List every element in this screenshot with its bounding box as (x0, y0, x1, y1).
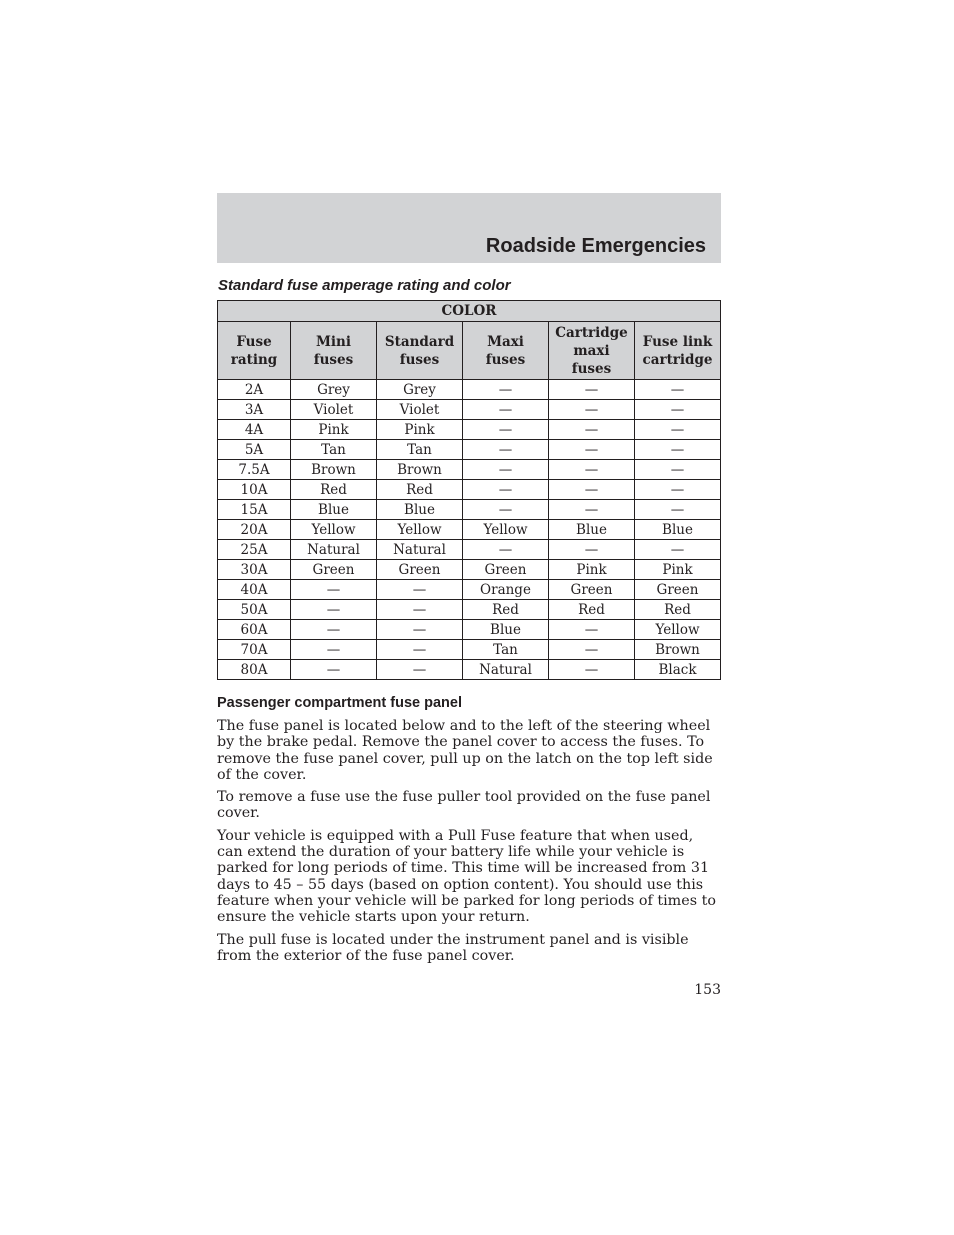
table-row (218, 460, 721, 480)
fuse-color-cell: — (635, 420, 721, 440)
table-column-header-row (218, 322, 721, 380)
column-header (635, 322, 721, 380)
fuse-rating-cell: 2A (218, 380, 291, 400)
fuse-color-cell: Yellow (635, 620, 721, 640)
fuse-rating-cell: 50A (218, 600, 291, 620)
fuse-color-cell: Red (549, 600, 635, 620)
color-group-header: COLOR (218, 301, 721, 322)
column-header-line: Cartridge (555, 324, 628, 341)
fuse-color-cell: — (291, 640, 377, 660)
fuse-color-cell: Black (635, 660, 721, 680)
fuse-color-cell: — (549, 460, 635, 480)
fuse-color-cell: Yellow (463, 520, 549, 540)
fuse-color-cell: — (635, 380, 721, 400)
fuse-color-cell: Green (463, 560, 549, 580)
fuse-rating-cell: 5A (218, 440, 291, 460)
fuse-color-cell: Pink (377, 420, 463, 440)
fuse-color-cell: Grey (377, 380, 463, 400)
fuse-color-cell: Blue (291, 500, 377, 520)
paragraph: Your vehicle is equipped with a Pull Fuse feature that when used, can extend the duration of your battery life while your vehicle is parked for long periods of time. This time will be increased from 31 days to 45 – 55 days (based on option content). You should use this feature when your vehicle will be parked for long periods of times to ensure the vehicle starts upon your return. (217, 827, 716, 926)
fuse-rating-cell: 60A (218, 620, 291, 640)
table-body (218, 380, 721, 680)
column-header (377, 322, 463, 380)
body-text (217, 718, 721, 970)
fuse-color-cell: Red (377, 480, 463, 500)
fuse-color-cell: Pink (549, 560, 635, 580)
fuse-color-cell: Tan (377, 440, 463, 460)
fuse-rating-cell: 7.5A (218, 460, 291, 480)
fuse-color-cell: — (635, 500, 721, 520)
table-row (218, 520, 721, 540)
table-group-header-row (218, 301, 721, 322)
fuse-color-cell: — (635, 460, 721, 480)
table-row (218, 420, 721, 440)
column-header-line: Maxi (487, 333, 524, 350)
fuse-color-cell: Blue (463, 620, 549, 640)
fuse-color-cell: — (549, 440, 635, 460)
fuse-color-cell: — (377, 580, 463, 600)
table-row (218, 600, 721, 620)
fuse-color-cell: Green (377, 560, 463, 580)
column-header-line: Standard (384, 333, 455, 350)
fuse-color-cell: — (635, 440, 721, 460)
fuse-color-cell: — (635, 480, 721, 500)
fuse-rating-cell: 25A (218, 540, 291, 560)
column-header (549, 322, 635, 380)
fuse-color-cell: Pink (635, 560, 721, 580)
fuse-color-cell: — (463, 400, 549, 420)
fuse-color-table (217, 300, 721, 680)
column-header (291, 322, 377, 380)
table-row (218, 580, 721, 600)
table-title: Standard fuse amperage rating and color (218, 277, 511, 294)
table-row (218, 540, 721, 560)
fuse-color-cell: — (463, 420, 549, 440)
fuse-rating-cell: 30A (218, 560, 291, 580)
column-header-line: Fuse (236, 333, 272, 350)
table-row (218, 500, 721, 520)
fuse-color-cell: — (549, 380, 635, 400)
fuse-color-cell: Brown (377, 460, 463, 480)
fuse-color-cell: — (549, 620, 635, 640)
fuse-rating-cell: 3A (218, 400, 291, 420)
fuse-color-cell: — (549, 540, 635, 560)
column-header-line: maxi (573, 342, 610, 359)
table-row (218, 660, 721, 680)
fuse-color-cell: — (291, 580, 377, 600)
fuse-color-cell: Natural (463, 660, 549, 680)
fuse-color-cell: Tan (291, 440, 377, 460)
fuse-color-cell: — (549, 420, 635, 440)
fuse-color-cell: — (463, 460, 549, 480)
fuse-color-cell: Tan (463, 640, 549, 660)
fuse-color-cell: Red (291, 480, 377, 500)
column-header-line: Fuse link (642, 333, 713, 350)
column-header-line: Mini (315, 333, 351, 350)
fuse-rating-cell: 20A (218, 520, 291, 540)
fuse-color-cell: — (635, 400, 721, 420)
fuse-color-cell: Yellow (377, 520, 463, 540)
column-header (218, 322, 291, 380)
fuse-color-cell: Grey (291, 380, 377, 400)
fuse-color-cell: — (549, 480, 635, 500)
fuse-color-cell: — (291, 620, 377, 640)
section-header-band (217, 193, 721, 263)
fuse-color-cell: Pink (291, 420, 377, 440)
fuse-color-cell: — (463, 440, 549, 460)
paragraph: The pull fuse is located under the instrument panel and is visible from the exterior of the fuse panel cover. (217, 931, 689, 964)
table-row (218, 380, 721, 400)
table-row (218, 560, 721, 580)
fuse-color-cell: Green (635, 580, 721, 600)
fuse-color-cell: — (549, 640, 635, 660)
section-heading: Passenger compartment fuse panel (217, 695, 462, 711)
column-header-line: rating (230, 351, 278, 368)
fuse-color-cell: — (463, 380, 549, 400)
column-header-line: fuses (485, 351, 526, 368)
page-number: 153 (694, 982, 721, 998)
fuse-color-cell: Red (635, 600, 721, 620)
fuse-color-cell: — (549, 500, 635, 520)
fuse-rating-cell: 80A (218, 660, 291, 680)
fuse-color-cell: — (549, 660, 635, 680)
fuse-color-cell: — (463, 500, 549, 520)
fuse-color-cell: — (377, 600, 463, 620)
column-header-line: fuses (571, 360, 612, 377)
fuse-color-cell: Natural (291, 540, 377, 560)
column-header (463, 322, 549, 380)
fuse-color-cell: Yellow (291, 520, 377, 540)
column-header-line: fuses (313, 351, 354, 368)
table-row (218, 480, 721, 500)
paragraph: The fuse panel is located below and to the left of the steering wheel by the brake pedal. Remove the panel cover to access the fuses. To remove the fuse panel cover, pull up on the latch on the top left side of the cover. (217, 718, 713, 783)
column-header-line: fuses (399, 351, 440, 368)
fuse-rating-cell: 70A (218, 640, 291, 660)
fuse-color-cell: — (635, 540, 721, 560)
section-title: Roadside Emergencies (485, 235, 706, 257)
fuse-color-cell: Blue (377, 500, 463, 520)
fuse-color-cell: — (463, 480, 549, 500)
fuse-color-cell: Brown (291, 460, 377, 480)
fuse-color-cell: — (291, 600, 377, 620)
table-row (218, 640, 721, 660)
fuse-rating-cell: 40A (218, 580, 291, 600)
fuse-color-cell: — (463, 540, 549, 560)
table-row (218, 400, 721, 420)
paragraph: To remove a fuse use the fuse puller tool provided on the fuse panel cover. (217, 789, 711, 822)
fuse-color-cell: Green (291, 560, 377, 580)
fuse-rating-cell: 15A (218, 500, 291, 520)
fuse-color-cell: Orange (463, 580, 549, 600)
fuse-color-cell: — (377, 640, 463, 660)
fuse-color-cell: Brown (635, 640, 721, 660)
fuse-color-cell: Natural (377, 540, 463, 560)
fuse-color-cell: Red (463, 600, 549, 620)
fuse-color-cell: Blue (635, 520, 721, 540)
fuse-color-cell: Violet (377, 400, 463, 420)
column-header-line: cartridge (642, 351, 713, 368)
fuse-color-cell: — (291, 660, 377, 680)
fuse-color-cell: Blue (549, 520, 635, 540)
fuse-rating-cell: 10A (218, 480, 291, 500)
fuse-rating-cell: 4A (218, 420, 291, 440)
table-row (218, 440, 721, 460)
fuse-color-cell: Green (549, 580, 635, 600)
fuse-color-cell: Violet (291, 400, 377, 420)
fuse-color-cell: — (549, 400, 635, 420)
fuse-color-cell: — (377, 660, 463, 680)
table-row (218, 620, 721, 640)
fuse-color-cell: — (377, 620, 463, 640)
